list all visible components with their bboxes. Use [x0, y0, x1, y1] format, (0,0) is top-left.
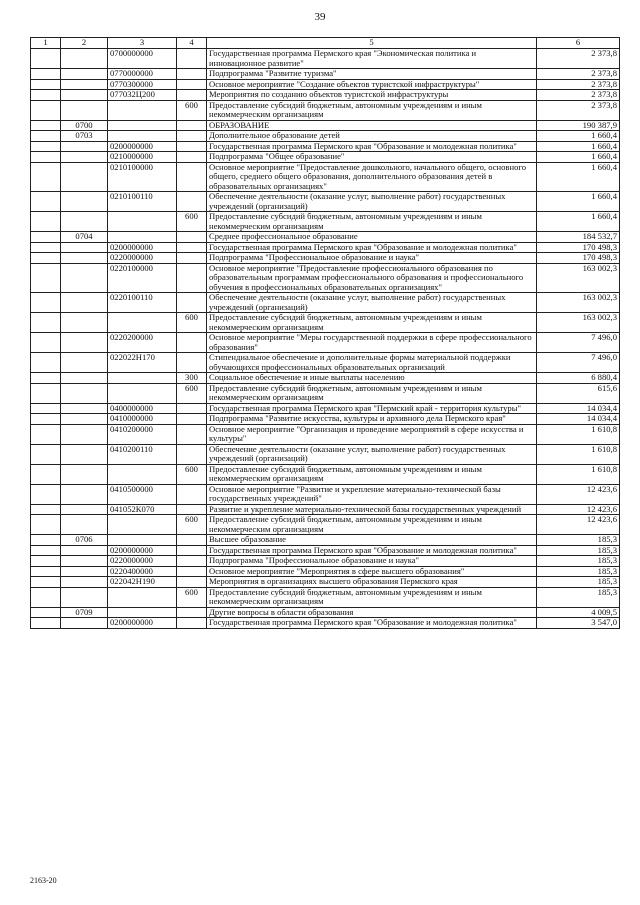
cell-col1: [31, 484, 61, 504]
cell-target-code: 0210000000: [108, 152, 177, 163]
cell-expense-type: [177, 607, 207, 618]
cell-name: Подпрограмма "Профессиональное образование и наука": [207, 253, 537, 264]
cell-name: Предоставление субсидий бюджетным, автономным учреждениям и иным некоммерческим организациям: [207, 464, 537, 484]
cell-target-code: [108, 587, 177, 607]
cell-col1: [31, 587, 61, 607]
cell-target-code: 0220000000: [108, 556, 177, 567]
table-body: [31, 49, 620, 629]
cell-col1: [31, 120, 61, 131]
cell-target-code: 0410200110: [108, 444, 177, 464]
table-row: [31, 587, 620, 607]
table-row: [31, 120, 620, 131]
cell-target-code: 0200000000: [108, 545, 177, 556]
table-row: [31, 141, 620, 152]
cell-section: 0700: [61, 120, 108, 131]
cell-section: [61, 293, 108, 313]
table-row: [31, 607, 620, 618]
cell-section: [61, 383, 108, 403]
cell-name: Государственная программа Пермского края "Пермский край - территория культуры": [207, 403, 537, 414]
cell-name: Подпрограмма "Развитие туризма": [207, 69, 537, 80]
table-row: [31, 414, 620, 425]
cell-section: [61, 373, 108, 384]
cell-col1: [31, 424, 61, 444]
table-row: [31, 556, 620, 567]
cell-section: [61, 414, 108, 425]
cell-amount: 14 034,4: [537, 414, 620, 425]
cell-amount: 3 547,0: [537, 618, 620, 629]
cell-col1: [31, 403, 61, 414]
header-row: [31, 38, 620, 49]
cell-name: Подпрограмма "Профессиональное образование и наука": [207, 556, 537, 567]
cell-section: [61, 484, 108, 504]
table-row: [31, 618, 620, 629]
cell-target-code: 0220100110: [108, 293, 177, 313]
table-row: [31, 100, 620, 120]
cell-expense-type: [177, 414, 207, 425]
cell-col1: [31, 232, 61, 243]
cell-name: Основное мероприятие "Предоставление профессионального образования по образовательным программам профессионального образования и профессионального обучения в профессиональных образовательных организациях": [207, 263, 537, 293]
cell-amount: 190 387,9: [537, 120, 620, 131]
cell-section: [61, 618, 108, 629]
cell-col1: [31, 313, 61, 333]
table-row: [31, 403, 620, 414]
cell-amount: 7 496,0: [537, 333, 620, 353]
cell-target-code: 022042Н190: [108, 577, 177, 588]
cell-target-code: [108, 100, 177, 120]
cell-section: [61, 253, 108, 264]
table-row: [31, 484, 620, 504]
cell-expense-type: [177, 263, 207, 293]
cell-target-code: [108, 212, 177, 232]
cell-col1: [31, 162, 61, 192]
cell-target-code: [108, 232, 177, 243]
cell-name: Развитие и укрепление материально-технической базы государственных учреждений: [207, 504, 537, 515]
table-row: [31, 242, 620, 253]
cell-col1: [31, 577, 61, 588]
column-header-1: 1: [31, 38, 61, 49]
cell-name: Подпрограмма "Развитие искусства, культуры и архивного дела Пермского края": [207, 414, 537, 425]
cell-expense-type: [177, 120, 207, 131]
cell-section: [61, 424, 108, 444]
cell-name: Другие вопросы в области образования: [207, 607, 537, 618]
cell-section: [61, 162, 108, 192]
cell-expense-type: [177, 152, 207, 163]
cell-target-code: [108, 464, 177, 484]
cell-section: [61, 333, 108, 353]
cell-expense-type: [177, 253, 207, 264]
cell-target-code: 0770300000: [108, 79, 177, 90]
cell-name: Основное мероприятие "Развитие и укрепление материально-технической базы государственных учреждений": [207, 484, 537, 504]
cell-name: Дополнительное образование детей: [207, 131, 537, 142]
cell-expense-type: [177, 192, 207, 212]
table-row: [31, 313, 620, 333]
cell-amount: 184 532,7: [537, 232, 620, 243]
cell-amount: 185,3: [537, 566, 620, 577]
cell-col1: [31, 535, 61, 546]
table-row: [31, 131, 620, 142]
cell-expense-type: [177, 403, 207, 414]
cell-amount: 1 610,8: [537, 424, 620, 444]
table-row: [31, 192, 620, 212]
cell-amount: 6 880,4: [537, 373, 620, 384]
column-header-4: 4: [177, 38, 207, 49]
cell-target-code: 0200000000: [108, 141, 177, 152]
column-header-5: 5: [207, 38, 537, 49]
cell-section: [61, 212, 108, 232]
cell-name: Основное мероприятие "Меры государственной поддержки в сфере профессионального образования": [207, 333, 537, 353]
cell-target-code: 0200000000: [108, 618, 177, 629]
cell-target-code: [108, 120, 177, 131]
cell-expense-type: [177, 90, 207, 101]
cell-expense-type: [177, 424, 207, 444]
cell-section: [61, 69, 108, 80]
table-row: [31, 577, 620, 588]
cell-target-code: 0410500000: [108, 484, 177, 504]
cell-name: Среднее профессиональное образование: [207, 232, 537, 243]
cell-name: Обеспечение деятельности (оказание услуг, выполнение работ) государственных учреждений (организаций): [207, 293, 537, 313]
cell-expense-type: [177, 504, 207, 515]
cell-expense-type: [177, 162, 207, 192]
cell-section: [61, 49, 108, 69]
cell-col1: [31, 192, 61, 212]
table-row: [31, 515, 620, 535]
table-row: [31, 293, 620, 313]
cell-expense-type: 600: [177, 587, 207, 607]
cell-name: Предоставление субсидий бюджетным, автономным учреждениям и иным некоммерческим организациям: [207, 383, 537, 403]
cell-col1: [31, 100, 61, 120]
table-row: [31, 566, 620, 577]
cell-amount: 615,6: [537, 383, 620, 403]
page-number: 39: [314, 11, 326, 23]
cell-amount: 185,3: [537, 587, 620, 607]
table-row: [31, 333, 620, 353]
table-row: [31, 79, 620, 90]
column-header-6: 6: [537, 38, 620, 49]
table-row: [31, 232, 620, 243]
cell-target-code: 0400000000: [108, 403, 177, 414]
cell-amount: 2 373,8: [537, 100, 620, 120]
cell-target-code: [108, 607, 177, 618]
cell-amount: 163 002,3: [537, 313, 620, 333]
cell-amount: 170 498,3: [537, 242, 620, 253]
cell-amount: 2 373,8: [537, 79, 620, 90]
cell-section: 0709: [61, 607, 108, 618]
budget-table: [30, 37, 620, 629]
column-header-2: 2: [61, 38, 108, 49]
cell-section: [61, 587, 108, 607]
table-row: [31, 69, 620, 80]
cell-target-code: 0220200000: [108, 333, 177, 353]
table-row: [31, 263, 620, 293]
cell-amount: 1 660,4: [537, 131, 620, 142]
cell-section: [61, 100, 108, 120]
cell-target-code: 0220100000: [108, 263, 177, 293]
cell-col1: [31, 556, 61, 567]
cell-amount: 185,3: [537, 545, 620, 556]
cell-amount: 2 373,8: [537, 49, 620, 69]
cell-expense-type: [177, 444, 207, 464]
table-row: [31, 444, 620, 464]
column-header-3: 3: [108, 38, 177, 49]
cell-expense-type: 600: [177, 464, 207, 484]
cell-expense-type: [177, 577, 207, 588]
cell-name: Государственная программа Пермского края "Образование и молодежная политика": [207, 545, 537, 556]
cell-expense-type: [177, 333, 207, 353]
cell-amount: 4 009,5: [537, 607, 620, 618]
cell-expense-type: [177, 293, 207, 313]
cell-col1: [31, 414, 61, 425]
footer-code: 2163-20: [30, 876, 57, 885]
cell-section: 0703: [61, 131, 108, 142]
cell-target-code: 0210100110: [108, 192, 177, 212]
cell-section: [61, 504, 108, 515]
cell-amount: 2 373,8: [537, 69, 620, 80]
cell-expense-type: [177, 535, 207, 546]
cell-amount: 163 002,3: [537, 293, 620, 313]
cell-target-code: 0210100000: [108, 162, 177, 192]
cell-name: Основное мероприятие "Мероприятия в сфере высшего образования": [207, 566, 537, 577]
cell-expense-type: [177, 49, 207, 69]
cell-target-code: [108, 383, 177, 403]
cell-expense-type: [177, 79, 207, 90]
cell-section: 0706: [61, 535, 108, 546]
cell-name: Предоставление субсидий бюджетным, автономным учреждениям и иным некоммерческим организациям: [207, 587, 537, 607]
cell-expense-type: [177, 484, 207, 504]
cell-expense-type: [177, 141, 207, 152]
cell-section: [61, 515, 108, 535]
cell-expense-type: [177, 353, 207, 373]
cell-amount: 12 423,6: [537, 515, 620, 535]
cell-section: [61, 464, 108, 484]
cell-section: [61, 313, 108, 333]
cell-name: Основное мероприятие "Организация и проведение мероприятий в сфере искусства и культуры": [207, 424, 537, 444]
table-row: [31, 504, 620, 515]
cell-name: Мероприятия в организациях высшего образования Пермского края: [207, 577, 537, 588]
cell-col1: [31, 253, 61, 264]
cell-target-code: 0410200000: [108, 424, 177, 444]
cell-expense-type: [177, 242, 207, 253]
cell-target-code: 0700000000: [108, 49, 177, 69]
cell-name: Основное мероприятие "Предоставление дошкольного, начального общего, основного общего, среднего общего образования, дополнительного образования детей в образовательных организациях": [207, 162, 537, 192]
cell-expense-type: [177, 69, 207, 80]
cell-name: Предоставление субсидий бюджетным, автономным учреждениям и иным некоммерческим организациям: [207, 515, 537, 535]
cell-col1: [31, 515, 61, 535]
cell-name: Предоставление субсидий бюджетным, автономным учреждениям и иным некоммерческим организациям: [207, 313, 537, 333]
cell-expense-type: [177, 232, 207, 243]
cell-col1: [31, 49, 61, 69]
cell-amount: 185,3: [537, 577, 620, 588]
cell-target-code: 0770000000: [108, 69, 177, 80]
cell-expense-type: 600: [177, 100, 207, 120]
cell-amount: 14 034,4: [537, 403, 620, 414]
cell-col1: [31, 69, 61, 80]
cell-col1: [31, 373, 61, 384]
table-row: [31, 162, 620, 192]
table-row: [31, 253, 620, 264]
cell-col1: [31, 79, 61, 90]
cell-col1: [31, 353, 61, 373]
cell-col1: [31, 607, 61, 618]
cell-target-code: 022022Н170: [108, 353, 177, 373]
cell-section: [61, 444, 108, 464]
cell-section: [61, 577, 108, 588]
cell-target-code: [108, 515, 177, 535]
cell-target-code: 0410000000: [108, 414, 177, 425]
cell-section: 0704: [61, 232, 108, 243]
cell-target-code: [108, 373, 177, 384]
cell-amount: 185,3: [537, 556, 620, 567]
cell-target-code: 077032Ц200: [108, 90, 177, 101]
cell-name: Предоставление субсидий бюджетным, автономным учреждениям и иным некоммерческим организациям: [207, 100, 537, 120]
cell-col1: [31, 464, 61, 484]
cell-name: Государственная программа Пермского края "Образование и молодежная политика": [207, 618, 537, 629]
cell-col1: [31, 618, 61, 629]
cell-expense-type: 600: [177, 313, 207, 333]
cell-col1: [31, 90, 61, 101]
table-row: [31, 373, 620, 384]
cell-col1: [31, 383, 61, 403]
cell-expense-type: 600: [177, 515, 207, 535]
cell-target-code: 041052К070: [108, 504, 177, 515]
cell-name: Стипендиальное обеспечение и дополнительные формы материальной поддержки обучающихся профессиональных образовательных организаций: [207, 353, 537, 373]
cell-target-code: 0220000000: [108, 253, 177, 264]
cell-name: Высшее образование: [207, 535, 537, 546]
cell-name: Мероприятия по созданию объектов туристской инфраструктуры: [207, 90, 537, 101]
cell-col1: [31, 212, 61, 232]
table-row: [31, 424, 620, 444]
cell-amount: 170 498,3: [537, 253, 620, 264]
cell-amount: 1 660,4: [537, 141, 620, 152]
cell-expense-type: 600: [177, 383, 207, 403]
cell-section: [61, 403, 108, 414]
cell-target-code: 0220400000: [108, 566, 177, 577]
cell-col1: [31, 333, 61, 353]
cell-section: [61, 545, 108, 556]
cell-section: [61, 353, 108, 373]
cell-expense-type: 600: [177, 212, 207, 232]
table-row: [31, 383, 620, 403]
cell-expense-type: [177, 556, 207, 567]
cell-amount: 185,3: [537, 535, 620, 546]
cell-expense-type: [177, 618, 207, 629]
table-row: [31, 212, 620, 232]
cell-name: Государственная программа Пермского края "Экономическая политика и инновационное развитие": [207, 49, 537, 69]
cell-amount: 163 002,3: [537, 263, 620, 293]
table-row: [31, 90, 620, 101]
cell-section: [61, 152, 108, 163]
table-row: [31, 152, 620, 163]
cell-section: [61, 192, 108, 212]
table-row: [31, 535, 620, 546]
cell-expense-type: 300: [177, 373, 207, 384]
cell-amount: 1 660,4: [537, 192, 620, 212]
cell-expense-type: [177, 545, 207, 556]
table-row: [31, 353, 620, 373]
cell-col1: [31, 293, 61, 313]
cell-amount: 12 423,6: [537, 504, 620, 515]
table-row: [31, 545, 620, 556]
cell-expense-type: [177, 566, 207, 577]
cell-col1: [31, 242, 61, 253]
table-row: [31, 464, 620, 484]
cell-amount: 1 660,4: [537, 152, 620, 163]
cell-amount: 7 496,0: [537, 353, 620, 373]
cell-section: [61, 566, 108, 577]
cell-col1: [31, 566, 61, 577]
cell-col1: [31, 545, 61, 556]
cell-name: Обеспечение деятельности (оказание услуг, выполнение работ) государственных учреждений (организаций): [207, 192, 537, 212]
cell-name: Предоставление субсидий бюджетным, автономным учреждениям и иным некоммерческим организациям: [207, 212, 537, 232]
cell-col1: [31, 131, 61, 142]
cell-expense-type: [177, 131, 207, 142]
cell-target-code: [108, 535, 177, 546]
cell-name: ОБРАЗОВАНИЕ: [207, 120, 537, 131]
cell-section: [61, 556, 108, 567]
cell-section: [61, 141, 108, 152]
cell-col1: [31, 263, 61, 293]
cell-name: Государственная программа Пермского края "Образование и молодежная политика": [207, 141, 537, 152]
cell-amount: 2 373,8: [537, 90, 620, 101]
cell-section: [61, 79, 108, 90]
cell-section: [61, 263, 108, 293]
cell-col1: [31, 504, 61, 515]
cell-name: Подпрограмма "Общее образование": [207, 152, 537, 163]
cell-target-code: 0200000000: [108, 242, 177, 253]
cell-amount: 1 610,8: [537, 464, 620, 484]
cell-name: Обеспечение деятельности (оказание услуг, выполнение работ) государственных учреждений (организаций): [207, 444, 537, 464]
cell-name: Государственная программа Пермского края "Образование и молодежная политика": [207, 242, 537, 253]
cell-col1: [31, 444, 61, 464]
cell-col1: [31, 152, 61, 163]
cell-amount: 12 423,6: [537, 484, 620, 504]
cell-amount: 1 660,4: [537, 162, 620, 192]
cell-amount: 1 660,4: [537, 212, 620, 232]
cell-section: [61, 242, 108, 253]
cell-section: [61, 90, 108, 101]
cell-target-code: [108, 313, 177, 333]
cell-amount: 1 610,8: [537, 444, 620, 464]
table-row: [31, 49, 620, 69]
cell-col1: [31, 141, 61, 152]
cell-name: Социальное обеспечение и иные выплаты населению: [207, 373, 537, 384]
cell-target-code: [108, 131, 177, 142]
cell-name: Основное мероприятие "Создание объектов туристской инфраструктуры": [207, 79, 537, 90]
